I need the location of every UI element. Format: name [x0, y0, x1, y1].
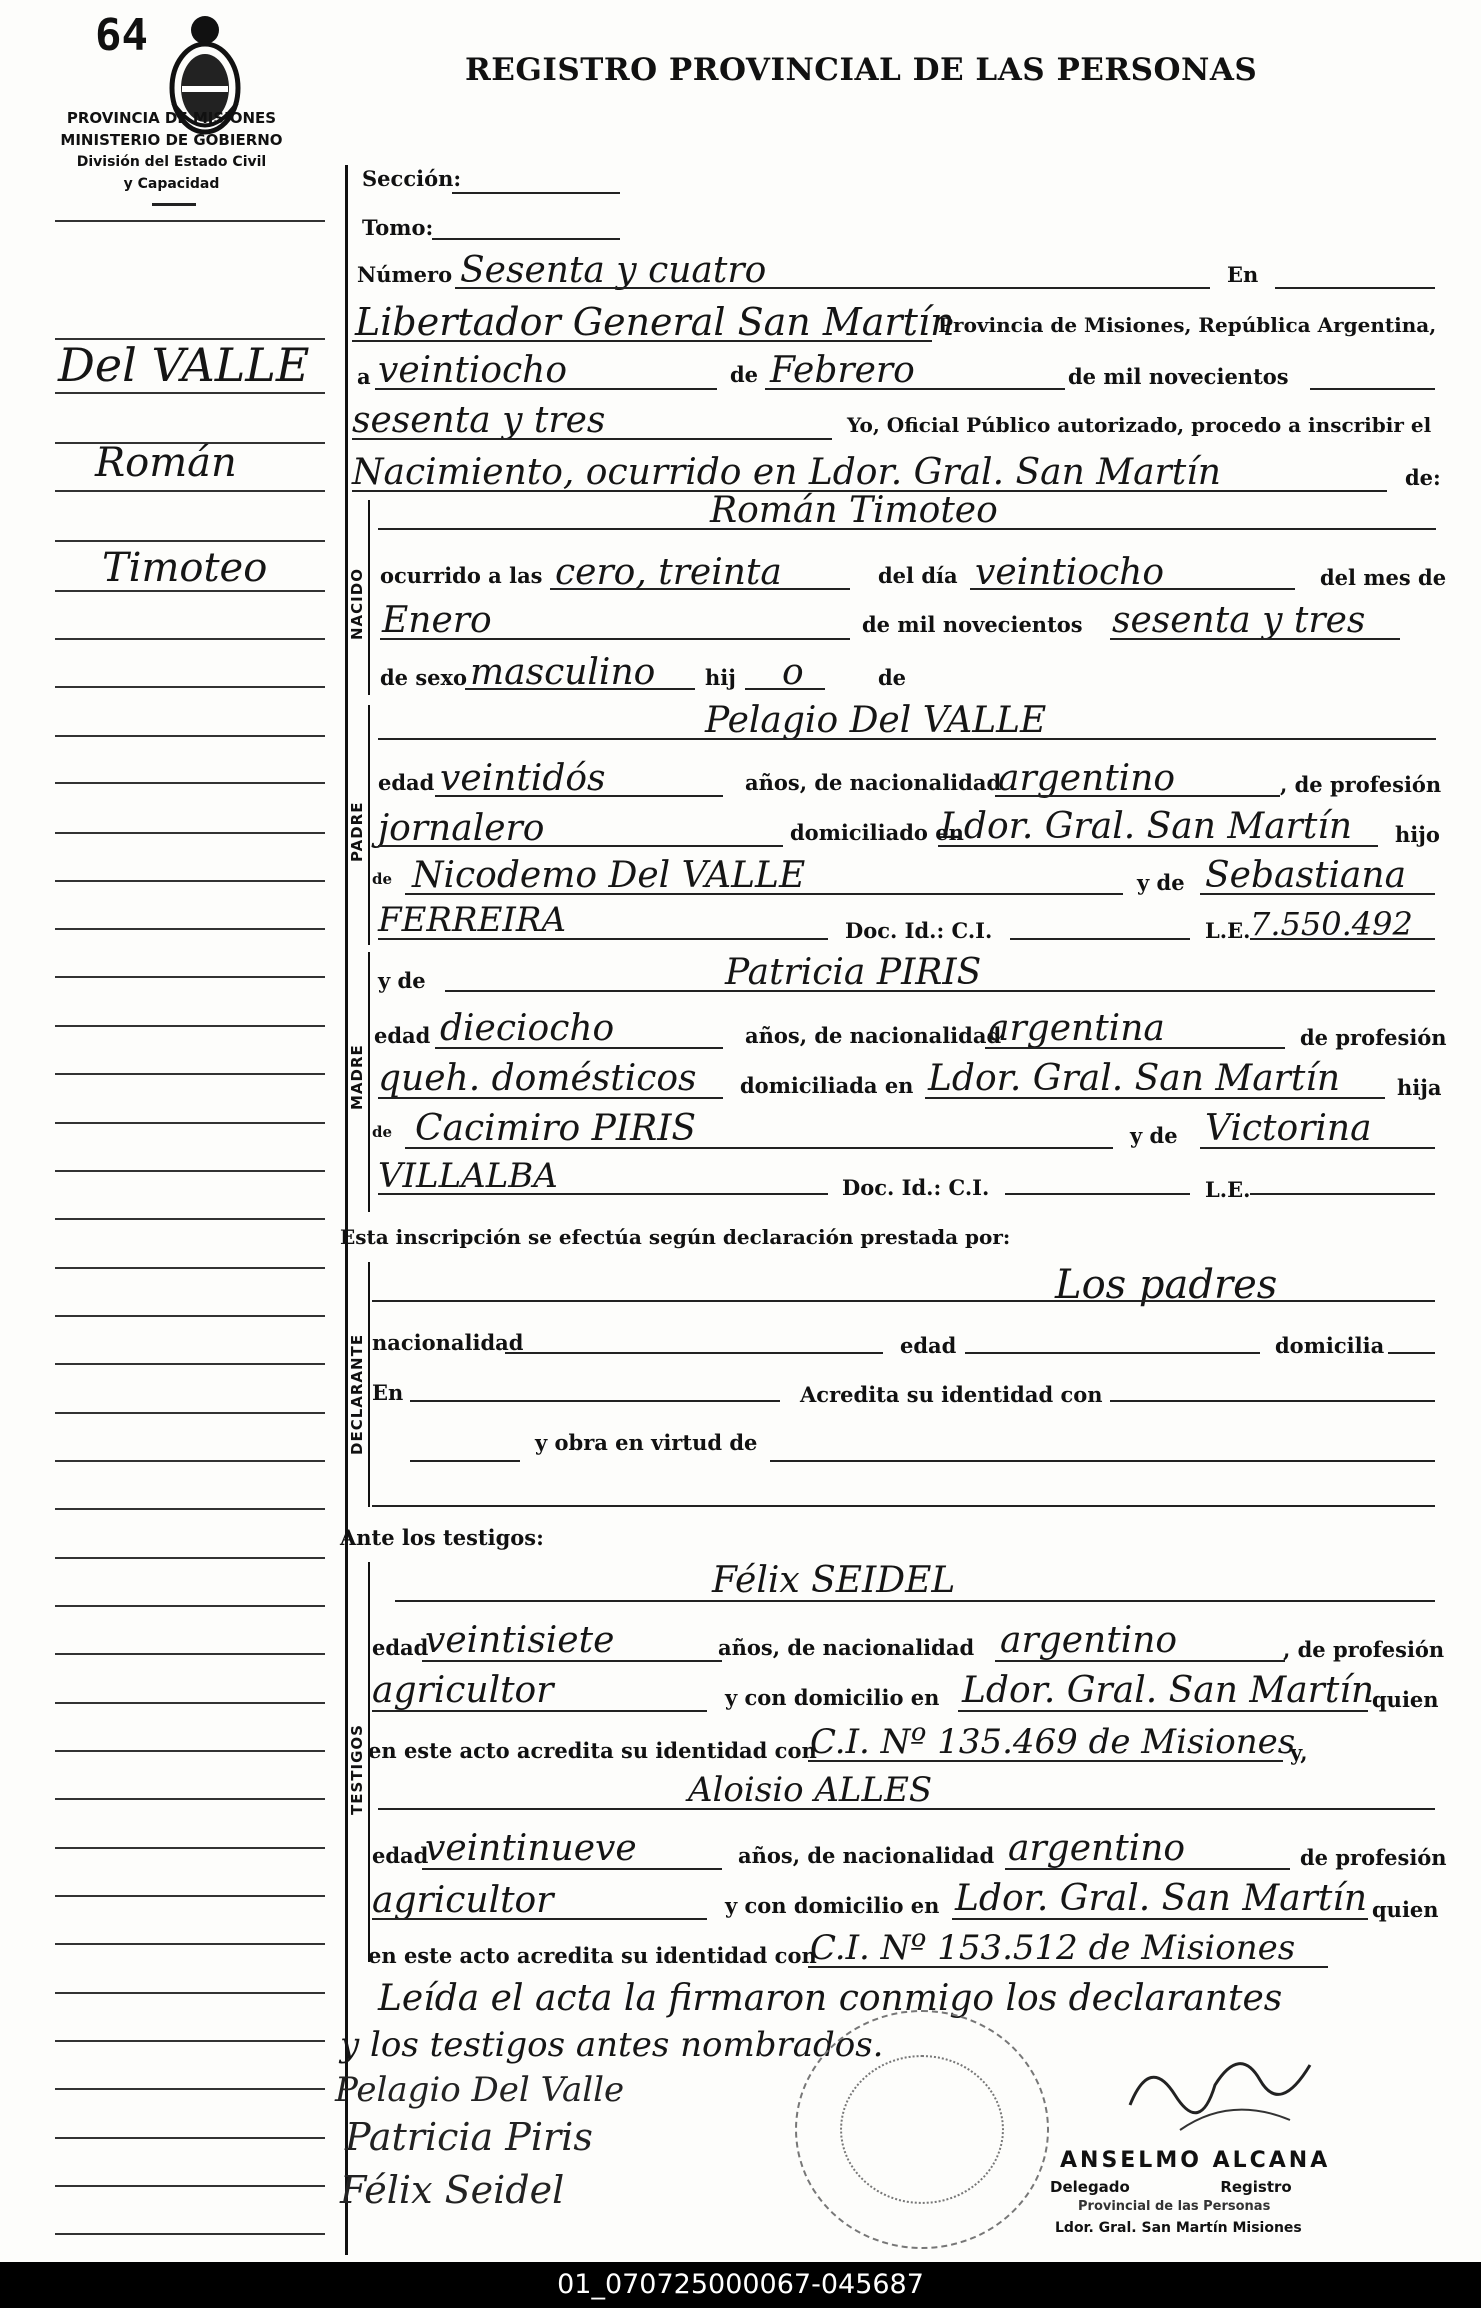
field-line: [1005, 1193, 1190, 1195]
field-line: [378, 528, 1436, 530]
field-line: [745, 688, 825, 690]
margin-rule: [55, 832, 325, 834]
label-de: de: [730, 362, 759, 387]
label-seccion: Sección:: [362, 166, 462, 191]
field-line: [550, 588, 850, 590]
padre-profesion: jornalero: [378, 808, 545, 849]
margin-rule: [55, 1992, 325, 1994]
margin-rule: [55, 1025, 325, 1027]
field-line: [372, 1505, 1435, 1507]
label-de-profesion: , de profesión: [1280, 772, 1442, 797]
margin-rule: [55, 1798, 325, 1800]
official-signature-scribble: [1120, 2035, 1320, 2145]
issuing-office: [0, 107, 344, 195]
margin-rule: [55, 1847, 325, 1849]
label-edad: edad: [372, 1843, 429, 1868]
signature-testigo: Félix Seidel: [340, 2168, 565, 2212]
margin-rule: [55, 392, 325, 394]
margin-rule: [55, 1315, 325, 1317]
field-line: [435, 1047, 723, 1049]
label-edad: edad: [374, 1023, 431, 1048]
margin-rule: [55, 1895, 325, 1897]
office-line: PROVINCIA DE MISIONES: [66, 109, 277, 127]
official-role-line: [1050, 2178, 1292, 2196]
field-line: [422, 1868, 722, 1870]
hij-suffix: o: [782, 652, 804, 693]
field-line: [925, 1097, 1385, 1099]
label-de-mil-novecientos: de mil novecientos: [862, 612, 1083, 637]
official-seal-inner-ring: [840, 2055, 1004, 2204]
padre-doc: 7.550.492: [1250, 905, 1413, 943]
margin-rule: [55, 1412, 325, 1414]
office-line: y Capacidad: [123, 176, 220, 192]
madre-profesion: queh. domésticos: [378, 1058, 697, 1099]
label-doc-id: Doc. Id.: C.I.: [842, 1175, 990, 1200]
anio-nac-value: sesenta y tres: [1112, 600, 1366, 641]
field-line: [378, 738, 1436, 740]
margin-rule: [55, 1750, 325, 1752]
label-y-de: y de: [378, 968, 426, 993]
field-line: [380, 638, 850, 640]
label-tomo: Tomo:: [362, 215, 434, 240]
margin-rule: [55, 1267, 325, 1269]
section-border: [368, 500, 370, 695]
document-id-footer: 01_070725000067-045687: [0, 2262, 1481, 2308]
madre-madre-apellido: VILLALBA: [378, 1156, 558, 1196]
testigo1-documento: C.I. Nº 135.469 de Misiones: [810, 1722, 1296, 1762]
label-domiciliada: domiciliada en: [740, 1073, 914, 1098]
label-anos-nacionalidad: años, de nacionalidad: [745, 1023, 1002, 1048]
margin-rule: [55, 1170, 325, 1172]
label-del-mes: del mes de: [1320, 565, 1447, 590]
margin-rule: [55, 1557, 325, 1559]
margin-rule: [55, 1363, 325, 1365]
label-quien: quien: [1372, 1687, 1439, 1712]
margin-rule: [55, 782, 325, 784]
testigo1-domicilio: Ldor. Gral. San Martín: [962, 1670, 1375, 1711]
margin-rule: [55, 638, 325, 640]
testigo1-edad: veintisiete: [425, 1620, 615, 1661]
field-line: [445, 990, 1435, 992]
field-line: [372, 1918, 707, 1920]
label-edad: edad: [900, 1333, 957, 1358]
field-line: [378, 1808, 1435, 1810]
label-inscripcion: Esta inscripción se efectúa según declaración prestada por:: [340, 1225, 1011, 1249]
margin-rule: [55, 976, 325, 978]
label-quien: quien: [1372, 1897, 1439, 1922]
madre-padre: Cacimiro PIRIS: [415, 1108, 697, 1149]
label-y-de: y de: [1130, 1123, 1178, 1148]
document-title: REGISTRO PROVINCIAL DE LAS PERSONAS: [465, 52, 1258, 88]
margin-rule: [55, 735, 325, 737]
padre-madre-apellido: FERREIRA: [378, 900, 567, 940]
anio-value: sesenta y tres: [352, 400, 606, 441]
field-line: [405, 893, 1123, 895]
sexo-value: masculino: [470, 652, 656, 693]
official-location: Ldor. Gral. San Martín Misiones: [1055, 2220, 1302, 2236]
label-provincia: Provincia de Misiones, República Argentina,: [938, 313, 1437, 337]
margin-rule: [55, 1653, 325, 1655]
label-de: de: [878, 665, 907, 690]
label-en: En: [1227, 262, 1259, 287]
field-line: [395, 1600, 1435, 1602]
field-line: [1250, 938, 1435, 940]
section-border: [368, 705, 370, 945]
field-line: [985, 1047, 1285, 1049]
section-border: [368, 952, 370, 1212]
margin-surname: Del VALLE: [58, 338, 310, 392]
testigo2-nombre: Aloisio ALLES: [688, 1770, 933, 1810]
padre-nacionalidad: argentino: [998, 758, 1176, 799]
margin-rule: [55, 1073, 325, 1075]
field-line: [770, 1460, 1435, 1462]
official-province: Provincial de las Personas: [1078, 2199, 1271, 2214]
declarante-value: Los padres: [1055, 1262, 1278, 1308]
label-y-con-domicilio: y con domicilio en: [725, 1685, 940, 1710]
label-de-sexo: de sexo: [380, 665, 468, 690]
label-numero: Número: [357, 262, 453, 287]
margin-rule: [55, 1702, 325, 1704]
field-line: [422, 1660, 722, 1662]
field-line: [435, 795, 723, 797]
label-anos-nacionalidad: años, de nacionalidad: [718, 1635, 975, 1660]
field-line: [352, 340, 932, 342]
field-line: [410, 1460, 520, 1462]
label-edad: edad: [378, 770, 435, 795]
hora-value: cero, treinta: [555, 552, 782, 593]
margin-rule: [55, 2233, 325, 2235]
label-en: En: [372, 1380, 404, 1405]
field-line: [378, 1097, 723, 1099]
margin-rule: [55, 2040, 325, 2042]
label-edad: edad: [372, 1635, 429, 1660]
main-border: [345, 165, 348, 2255]
testigo1-nombre: Félix SEIDEL: [712, 1560, 956, 1601]
field-line: [505, 1352, 883, 1354]
label-de-profesion: , de profesión: [1283, 1637, 1445, 1662]
margin-rule: [55, 490, 325, 492]
divider: [152, 203, 196, 206]
field-line: [352, 438, 832, 440]
label-hija: hija: [1397, 1075, 1442, 1100]
margin-rule: [55, 686, 325, 688]
label-le: L.E.: [1205, 918, 1251, 943]
margin-rule: [55, 1218, 325, 1220]
signature-madre: Patricia Piris: [345, 2115, 593, 2159]
dia-nac-value: veintiocho: [975, 552, 1165, 593]
label-le: L.E.: [1205, 1177, 1251, 1202]
testigo2-edad: veintinueve: [425, 1828, 637, 1869]
side-label-madre: MADRE: [348, 1044, 366, 1110]
field-line: [1275, 287, 1435, 289]
label-de-profesion: de profesión: [1300, 1845, 1447, 1870]
label-a: a: [357, 364, 371, 389]
folio-number: 64: [95, 10, 148, 61]
label-mil-novecientos: de mil novecientos: [1068, 364, 1289, 389]
signature-padre: Pelagio Del Valle: [335, 2070, 625, 2110]
field-line: [995, 795, 1280, 797]
field-line: [1010, 938, 1190, 940]
closing-line-2: y los testigos antes nombrados.: [340, 2025, 884, 2065]
field-line: [378, 845, 783, 847]
field-line: [1310, 388, 1435, 390]
label-en-este-acto: en este acto acredita su identidad con: [368, 1943, 817, 1968]
madre-madre: Victorina: [1205, 1108, 1372, 1149]
label-doc-id: Doc. Id.: C.I.: [845, 918, 993, 943]
margin-rule: [55, 928, 325, 930]
side-label-declarante: DECLARANTE: [348, 1333, 366, 1455]
madre-domicilio: Ldor. Gral. San Martín: [928, 1058, 1341, 1099]
field-line: [375, 388, 717, 390]
field-line: [372, 1300, 1435, 1302]
field-line: [1110, 638, 1400, 640]
label-en-este-acto: en este acto acredita su identidad con: [368, 1738, 817, 1763]
margin-rule: [55, 540, 325, 542]
official-role: Delegado: [1050, 2178, 1130, 2196]
margin-second-name: Timoteo: [102, 545, 268, 591]
label-yo-oficial: Yo, Oficial Público autorizado, procedo a inscribir el: [847, 413, 1432, 437]
label-nacionalidad: nacionalidad: [372, 1330, 524, 1355]
testigo2-profesion: agricultor: [372, 1880, 554, 1921]
label-de-colon: de:: [1405, 465, 1441, 490]
label-de: de: [372, 1123, 393, 1141]
label-anos-nacionalidad: años, de nacionalidad: [738, 1843, 995, 1868]
margin-rule: [55, 220, 325, 222]
field-line: [378, 1193, 828, 1195]
field-line: [952, 1918, 1368, 1920]
mes-value: Febrero: [770, 350, 915, 391]
side-label-padre: PADRE: [348, 801, 366, 862]
testigo2-domicilio: Ldor. Gral. San Martín: [955, 1878, 1368, 1919]
margin-rule: [55, 880, 325, 882]
margin-rule: [55, 1122, 325, 1124]
testigo1-nacionalidad: argentino: [1000, 1620, 1178, 1661]
dia-value: veintiocho: [378, 350, 568, 391]
mes-nac-value: Enero: [382, 600, 492, 641]
office-line: División del Estado Civil: [76, 154, 267, 170]
label-obra-en-virtud: y obra en virtud de: [535, 1430, 758, 1455]
section-border: [368, 1262, 370, 1507]
label-de-profesion: de profesión: [1300, 1025, 1447, 1050]
field-line: [455, 287, 1210, 289]
blank-line: [432, 238, 620, 240]
margin-first-name: Román: [95, 440, 237, 486]
label-hij: hij: [705, 665, 736, 690]
testigo2-documento: C.I. Nº 153.512 de Misiones: [810, 1928, 1296, 1968]
field-line: [808, 1966, 1328, 1968]
field-line: [938, 845, 1378, 847]
field-line: [378, 938, 828, 940]
field-line: [808, 1760, 1283, 1762]
label-ante-testigos: Ante los testigos:: [340, 1525, 544, 1550]
official-office: Registro: [1220, 2178, 1292, 2196]
hecho-value: Nacimiento, ocurrido en Ldor. Gral. San Martín: [352, 452, 1221, 493]
margin-rule: [55, 1605, 325, 1607]
margin-rule: [55, 2185, 325, 2187]
field-line: [1250, 1193, 1435, 1195]
field-line: [410, 1400, 780, 1402]
field-line: [1110, 1400, 1435, 1402]
lugar-value: Libertador General San Martín: [355, 300, 955, 344]
field-line: [1388, 1352, 1435, 1354]
field-line: [372, 1710, 707, 1712]
official-name: ANSELMO ALCANA: [1060, 2148, 1331, 2173]
padre-madre: Sebastiana: [1205, 855, 1407, 896]
label-domiciliado: domiciliado en: [790, 820, 964, 845]
label-y-con-domicilio: y con domicilio en: [725, 1893, 940, 1918]
padre-domicilio: Ldor. Gral. San Martín: [940, 806, 1353, 847]
numero-value: Sesenta y cuatro: [460, 250, 767, 291]
field-line: [1005, 1868, 1290, 1870]
field-line: [995, 1660, 1285, 1662]
madre-nacionalidad: argentina: [988, 1008, 1165, 1049]
margin-rule: [55, 2137, 325, 2139]
madre-nombre: Patricia PIRIS: [725, 952, 982, 993]
padre-edad: veintidós: [440, 758, 606, 799]
label-ocurrido: ocurrido a las: [380, 563, 543, 588]
label-hijo: hijo: [1395, 822, 1440, 847]
margin-rule: [55, 1508, 325, 1510]
blank-line: [452, 192, 620, 194]
field-line: [465, 688, 695, 690]
label-y-de: y de: [1137, 870, 1185, 895]
office-line: MINISTERIO DE GOBIERNO: [60, 131, 283, 149]
label-anos-nacionalidad: años, de nacionalidad: [745, 770, 1002, 795]
testigo2-nacionalidad: argentino: [1008, 1828, 1186, 1869]
label-de: de: [372, 870, 393, 888]
margin-rule: [55, 1460, 325, 1462]
field-line: [1200, 1147, 1435, 1149]
nombre-nacido: Román Timoteo: [710, 490, 998, 531]
field-line: [765, 388, 1065, 390]
field-line: [965, 1352, 1260, 1354]
field-line: [958, 1710, 1368, 1712]
testigo1-profesion: agricultor: [372, 1670, 554, 1711]
field-line: [970, 588, 1295, 590]
side-label-testigos: TESTIGOS: [348, 1724, 366, 1815]
label-y-end: y,: [1290, 1740, 1308, 1765]
field-line: [1200, 893, 1435, 895]
madre-edad: dieciocho: [440, 1008, 615, 1049]
margin-rule: [55, 1943, 325, 1945]
closing-line-1: Leída el acta la firmaron conmigo los declarantes: [378, 1978, 1283, 2019]
side-label-nacido: NACIDO: [348, 568, 366, 640]
label-acredita: Acredita su identidad con: [800, 1382, 1103, 1407]
label-del-dia: del día: [878, 563, 958, 588]
field-line: [405, 1147, 1113, 1149]
label-domicilia: domicilia: [1275, 1333, 1385, 1358]
margin-rule: [55, 2088, 325, 2090]
padre-nombre: Pelagio Del VALLE: [705, 700, 1047, 741]
padre-padre: Nicodemo Del VALLE: [412, 855, 806, 896]
